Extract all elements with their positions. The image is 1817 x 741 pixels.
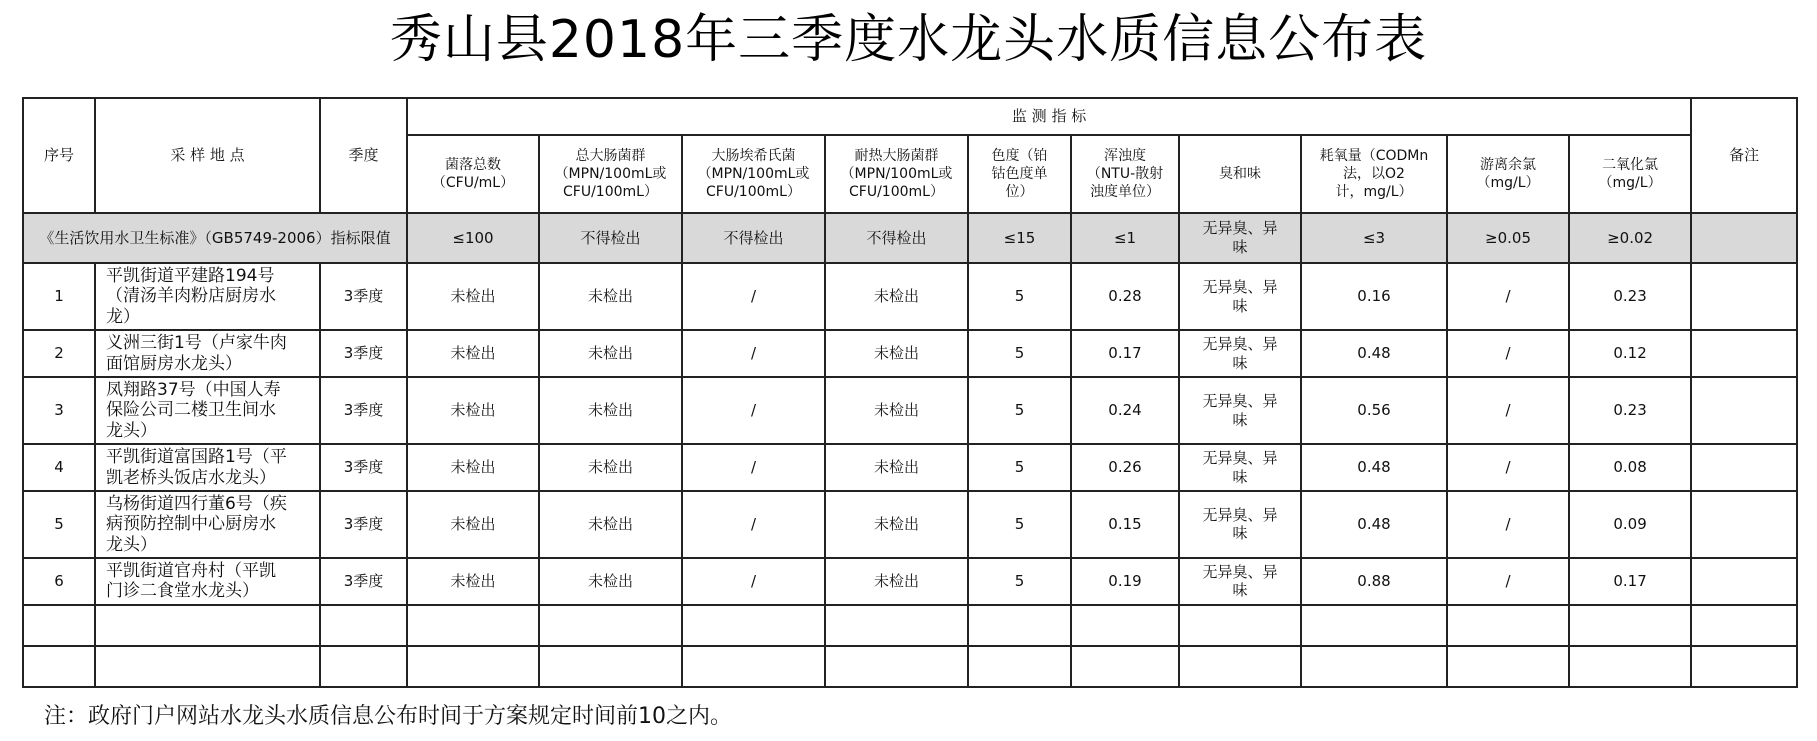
row-value-2: 未检出	[539, 330, 682, 377]
blank-row	[23, 605, 1797, 646]
row-value-9: /	[1447, 330, 1569, 377]
row-value-9: /	[1447, 444, 1569, 491]
row-seq: 4	[23, 444, 95, 491]
row-value-4: 未检出	[825, 263, 968, 330]
blank-cell	[320, 646, 407, 687]
header-quarter: 季度	[320, 98, 407, 213]
row-value-6: 0.28	[1071, 263, 1179, 330]
indicator-header-1: 菌落总数 （CFU/mL）	[407, 135, 539, 213]
indicator-header-8: 耗氧量（CODMn 法，以O2 计，mg/L）	[1301, 135, 1447, 213]
blank-cell	[407, 605, 539, 646]
table-body	[23, 213, 1797, 687]
row-value-5: 5	[968, 444, 1071, 491]
row-location: 凤翔路37号（中国人寿 保险公司二楼卫生间水 龙头）	[95, 377, 320, 444]
row-value-2: 未检出	[539, 263, 682, 330]
row-remark	[1691, 444, 1797, 491]
standard-limit-5: ≤15	[968, 213, 1071, 263]
standard-limit-2: 不得检出	[539, 213, 682, 263]
blank-cell	[825, 646, 968, 687]
row-value-4: 未检出	[825, 444, 968, 491]
row-location: 义洲三街1号（卢家牛肉 面馆厨房水龙头）	[95, 330, 320, 377]
standard-limit-7: 无异臭、异 味	[1179, 213, 1301, 263]
row-value-5: 5	[968, 263, 1071, 330]
blank-row	[23, 646, 1797, 687]
row-remark	[1691, 377, 1797, 444]
row-value-7: 无异臭、异 味	[1179, 377, 1301, 444]
row-value-1: 未检出	[407, 263, 539, 330]
standard-row	[23, 213, 1797, 263]
standard-limit-1: ≤100	[407, 213, 539, 263]
page-title: 秀山县2018年三季度水龙头水质信息公布表	[389, 10, 1428, 70]
blank-cell	[682, 605, 825, 646]
row-value-6: 0.15	[1071, 491, 1179, 558]
table-row	[23, 558, 1797, 605]
row-value-3: /	[682, 491, 825, 558]
row-remark	[1691, 263, 1797, 330]
blank-cell	[1071, 646, 1179, 687]
row-value-7: 无异臭、异 味	[1179, 558, 1301, 605]
header-seq: 序号	[23, 98, 95, 213]
blank-cell	[682, 646, 825, 687]
blank-cell	[968, 605, 1071, 646]
row-location: 平凯街道富国路1号（平 凯老桥头饭店水龙头）	[95, 444, 320, 491]
row-value-4: 未检出	[825, 491, 968, 558]
blank-cell	[1447, 646, 1569, 687]
header-remark: 备注	[1691, 98, 1797, 213]
blank-cell	[95, 605, 320, 646]
row-value-10: 0.09	[1569, 491, 1691, 558]
row-value-4: 未检出	[825, 377, 968, 444]
standard-label: 《生活饮用水卫生标准》（GB5749-2006）指标限值	[23, 213, 407, 263]
row-value-6: 0.17	[1071, 330, 1179, 377]
row-value-4: 未检出	[825, 558, 968, 605]
row-seq: 6	[23, 558, 95, 605]
table-row	[23, 444, 1797, 491]
blank-cell	[1179, 605, 1301, 646]
row-value-8: 0.48	[1301, 330, 1447, 377]
water-quality-table	[22, 97, 1798, 688]
blank-cell	[320, 605, 407, 646]
row-value-5: 5	[968, 330, 1071, 377]
row-value-7: 无异臭、异 味	[1179, 491, 1301, 558]
blank-cell	[407, 646, 539, 687]
row-value-10: 0.17	[1569, 558, 1691, 605]
indicator-header-4: 耐热大肠菌群 （MPN/100mL或 CFU/100mL）	[825, 135, 968, 213]
standard-limit-10: ≥0.02	[1569, 213, 1691, 263]
row-value-6: 0.19	[1071, 558, 1179, 605]
table-row	[23, 330, 1797, 377]
header-indicators: 监 测 指 标	[407, 98, 1691, 135]
row-location: 平凯街道官舟村（平凯 门诊二食堂水龙头）	[95, 558, 320, 605]
row-quarter: 3季度	[320, 558, 407, 605]
blank-cell	[1569, 646, 1691, 687]
blank-cell	[95, 646, 320, 687]
standard-limit-6: ≤1	[1071, 213, 1179, 263]
standard-limit-8: ≤3	[1301, 213, 1447, 263]
blank-cell	[1569, 605, 1691, 646]
row-value-4: 未检出	[825, 330, 968, 377]
row-value-1: 未检出	[407, 330, 539, 377]
row-value-9: /	[1447, 558, 1569, 605]
row-value-9: /	[1447, 377, 1569, 444]
row-value-8: 0.88	[1301, 558, 1447, 605]
blank-cell	[1447, 605, 1569, 646]
row-value-1: 未检出	[407, 377, 539, 444]
blank-cell	[1301, 605, 1447, 646]
row-value-1: 未检出	[407, 444, 539, 491]
blank-cell	[1179, 646, 1301, 687]
row-value-8: 0.48	[1301, 491, 1447, 558]
blank-cell	[968, 646, 1071, 687]
row-value-2: 未检出	[539, 377, 682, 444]
row-value-8: 0.48	[1301, 444, 1447, 491]
row-seq: 5	[23, 491, 95, 558]
row-value-3: /	[682, 444, 825, 491]
row-value-6: 0.24	[1071, 377, 1179, 444]
standard-limit-9: ≥0.05	[1447, 213, 1569, 263]
indicator-header-5: 色度（铂 钴色度单 位）	[968, 135, 1071, 213]
row-value-1: 未检出	[407, 558, 539, 605]
table-row	[23, 377, 1797, 444]
row-value-3: /	[682, 377, 825, 444]
row-value-8: 0.56	[1301, 377, 1447, 444]
row-value-2: 未检出	[539, 558, 682, 605]
row-seq: 2	[23, 330, 95, 377]
row-value-10: 0.08	[1569, 444, 1691, 491]
row-value-7: 无异臭、异 味	[1179, 330, 1301, 377]
row-value-9: /	[1447, 263, 1569, 330]
row-remark	[1691, 558, 1797, 605]
blank-cell	[1301, 646, 1447, 687]
blank-cell	[539, 605, 682, 646]
row-location: 乌杨街道四行董6号（疾 病预防控制中心厨房水 龙头）	[95, 491, 320, 558]
row-quarter: 3季度	[320, 491, 407, 558]
standard-limit-3: 不得检出	[682, 213, 825, 263]
row-value-6: 0.26	[1071, 444, 1179, 491]
row-value-9: /	[1447, 491, 1569, 558]
row-value-8: 0.16	[1301, 263, 1447, 330]
indicator-header-6: 浑浊度 （NTU-散射 浊度单位）	[1071, 135, 1179, 213]
row-value-1: 未检出	[407, 491, 539, 558]
blank-cell	[23, 646, 95, 687]
row-value-3: /	[682, 330, 825, 377]
row-value-3: /	[682, 263, 825, 330]
row-value-5: 5	[968, 491, 1071, 558]
blank-cell	[539, 646, 682, 687]
indicator-header-9: 游离余氯 （mg/L）	[1447, 135, 1569, 213]
blank-cell	[825, 605, 968, 646]
row-value-7: 无异臭、异 味	[1179, 444, 1301, 491]
blank-cell	[1691, 605, 1797, 646]
blank-cell	[1691, 646, 1797, 687]
row-value-2: 未检出	[539, 491, 682, 558]
row-value-5: 5	[968, 377, 1071, 444]
blank-cell	[23, 605, 95, 646]
row-quarter: 3季度	[320, 444, 407, 491]
row-value-7: 无异臭、异 味	[1179, 263, 1301, 330]
footnote: 注：政府门户网站水龙头水质信息公布时间于方案规定时间前10之内。	[44, 704, 732, 729]
row-remark	[1691, 330, 1797, 377]
indicator-header-10: 二氧化氯 （mg/L）	[1569, 135, 1691, 213]
row-value-3: /	[682, 558, 825, 605]
row-value-10: 0.12	[1569, 330, 1691, 377]
blank-cell	[1071, 605, 1179, 646]
row-location: 平凯街道平建路194号 （清汤羊肉粉店厨房水 龙）	[95, 263, 320, 330]
row-quarter: 3季度	[320, 263, 407, 330]
standard-remark	[1691, 213, 1797, 263]
table-row	[23, 263, 1797, 330]
row-remark	[1691, 491, 1797, 558]
row-value-10: 0.23	[1569, 377, 1691, 444]
row-seq: 3	[23, 377, 95, 444]
indicator-header-2: 总大肠菌群 （MPN/100mL或 CFU/100mL）	[539, 135, 682, 213]
indicator-header-3: 大肠埃希氏菌 （MPN/100mL或 CFU/100mL）	[682, 135, 825, 213]
standard-limit-4: 不得检出	[825, 213, 968, 263]
header-location: 采 样 地 点	[95, 98, 320, 213]
row-seq: 1	[23, 263, 95, 330]
table-row	[23, 491, 1797, 558]
row-quarter: 3季度	[320, 377, 407, 444]
row-value-5: 5	[968, 558, 1071, 605]
indicator-header-7: 臭和味	[1179, 135, 1301, 213]
row-value-2: 未检出	[539, 444, 682, 491]
row-quarter: 3季度	[320, 330, 407, 377]
row-value-10: 0.23	[1569, 263, 1691, 330]
